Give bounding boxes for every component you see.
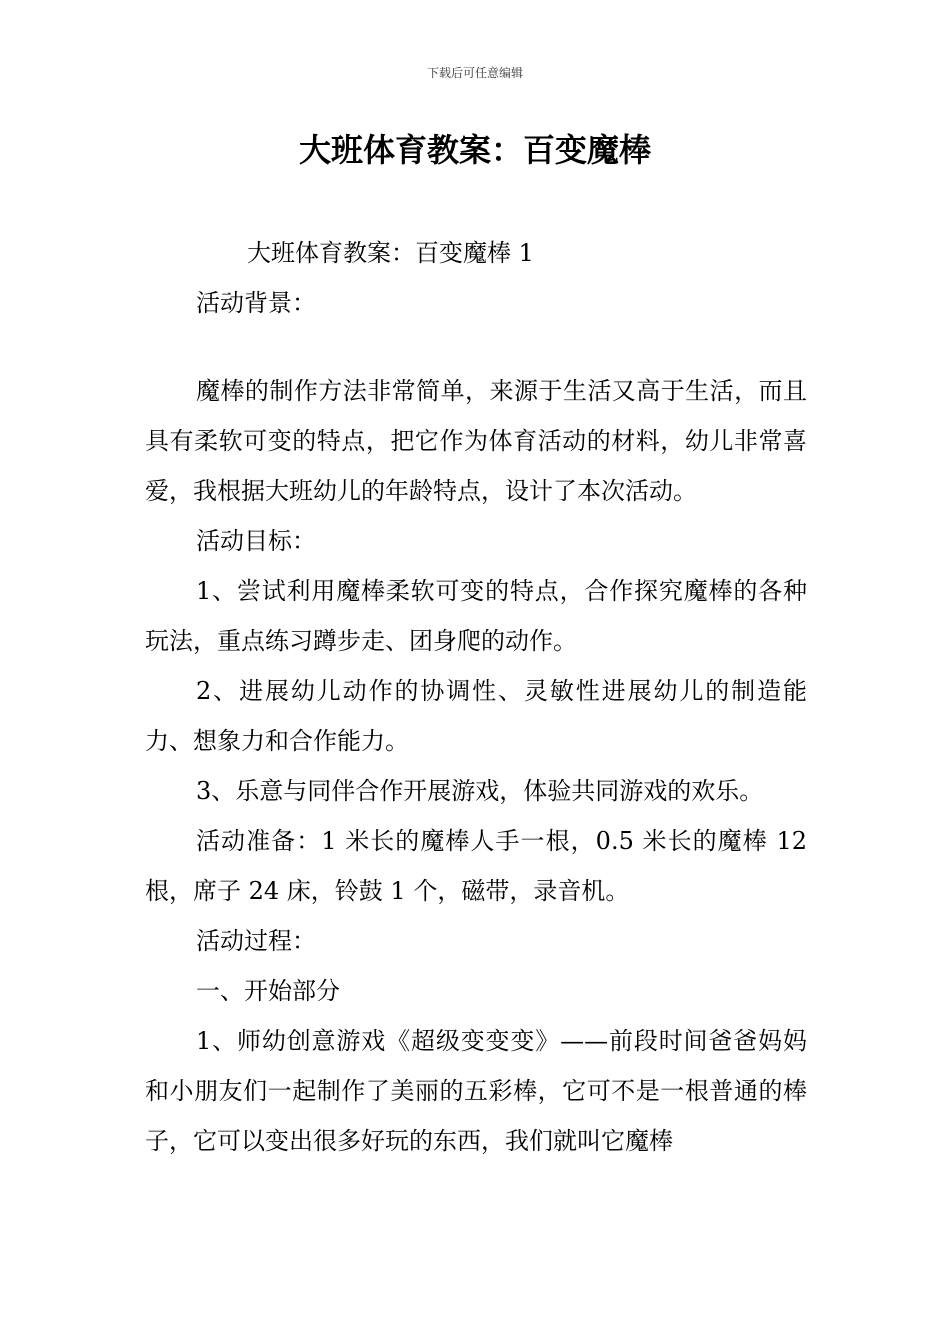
goal-item-3: 3、乐意与同伴合作开展游戏，体验共同游戏的欢乐。 [196, 777, 764, 805]
paragraph-preparation: 活动准备：1 米长的魔棒人手一根，0.5 米长的魔棒 12 根，席子 24 床，铃鼓 1 个，磁带，录音机。 [145, 827, 807, 905]
process-item-1: 1、师幼创意游戏《超级变变变》——前段时间爸爸妈妈和小朋友们一起制作了美丽的五彩棒，它可不是一根普通的棒子，它可以变出很多好玩的东西，我们就叫它魔棒 [145, 1027, 807, 1155]
header-note: 下载后可任意编辑 [426, 66, 523, 80]
label-background: 活动背景： [196, 289, 316, 317]
paragraph-background: 魔棒的制作方法非常简单，来源于生活又高于生活，而且具有柔软可变的特点，把它作为体育活动的材料，幼儿非常喜爱，我根据大班幼儿的年龄特点，设计了本次活动。 [145, 377, 807, 505]
document-title: 大班体育教案：百变魔棒 [298, 131, 651, 169]
document-body [145, 228, 807, 1166]
label-process: 活动过程： [196, 927, 316, 955]
goal-item-1: 1、尝试利用魔棒柔软可变的特点，合作探究魔棒的各种玩法，重点练习蹲步走、团身爬的动作。 [145, 577, 807, 655]
label-goals: 活动目标： [196, 527, 316, 555]
section-heading: 大班体育教案：百变魔棒 1 [247, 239, 534, 267]
heading-start-part: 一、开始部分 [196, 977, 340, 1005]
goal-item-2: 2、进展幼儿动作的协调性、灵敏性进展幼儿的制造能力、想象力和合作能力。 [145, 677, 807, 755]
